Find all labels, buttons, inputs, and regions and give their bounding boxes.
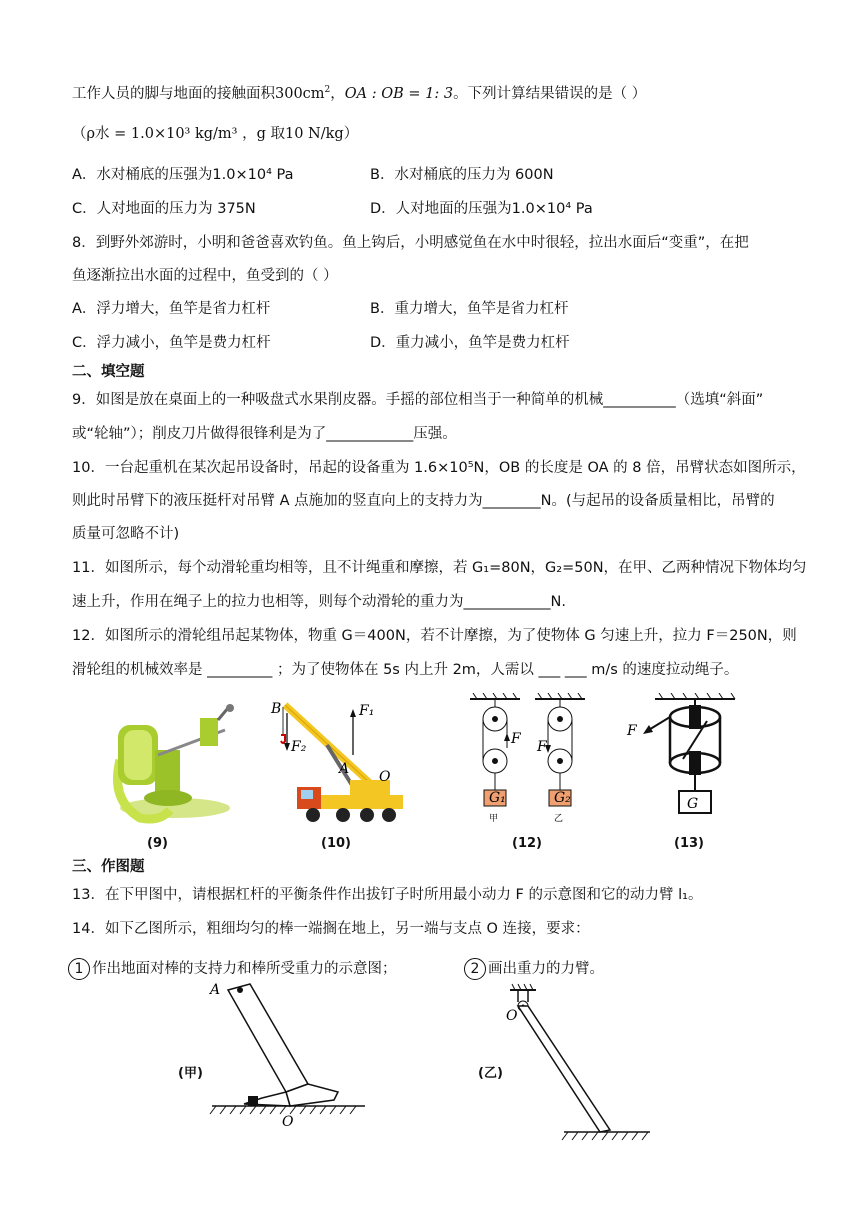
pulley-label-jia: 甲 — [489, 814, 499, 824]
q9-line2: 或“轮轴”）；削皮刀片做得很锋利是为了____________压强。 — [72, 426, 457, 442]
q7-line2: （ρ水 = 1.0×10³ kg/m³ ，g 取10 N/kg） — [72, 126, 359, 142]
crane-label-f2: F₂ — [291, 739, 307, 755]
q14-requirement-1-text: 作出地面对棒的支持力和棒所受重力的示意图； — [92, 961, 397, 977]
pulley-label-f2: F — [537, 739, 547, 755]
crane-label-f1: F₁ — [359, 703, 375, 719]
q14-requirement-2 — [464, 958, 604, 980]
figure-caption-12: (12) — [512, 836, 542, 851]
pulley-label-f1: F — [511, 731, 521, 747]
q8-line2: 鱼逐渐拉出水面的过程中，鱼受到的（ ） — [72, 268, 338, 284]
crane-figure — [255, 695, 415, 830]
q14-line1: 14．如下乙图所示，粗细均匀的棒一端搁在地上，另一端与支点 O 连接，要求： — [72, 921, 590, 937]
q12-line1: 12．如图所示的滑轮组吊起某物体，物重 G＝400N，若不计摩擦，为了使物体 G 匀速上升，拉力 F＝250N，则 — [72, 628, 797, 644]
lever-figure-jia — [170, 980, 370, 1130]
q8-line1: 8．到野外郊游时，小明和爸爸喜欢钓鱼。鱼上钩后，小明感觉鱼在水中时很轻，拉出水面后“变重”，在把 — [72, 235, 749, 251]
rod-label-o: O — [506, 1008, 518, 1024]
q7-question: 。下列计算结果错误的是（ ） — [453, 85, 647, 102]
number-1-icon: 1 — [68, 958, 90, 980]
block-label-f: F — [627, 723, 637, 739]
figure-caption-yi: (乙) — [478, 1066, 503, 1081]
q7-option-b: B．水对桶底的压力为 600N — [370, 167, 554, 183]
pulley-label-g2: G₂ — [554, 790, 571, 806]
pulley-figure — [465, 693, 590, 828]
q7-option-c: C．人对地面的压力为 375N — [72, 201, 256, 217]
section-heading-fill-in: 二、填空题 — [72, 364, 145, 380]
q12-line2: 滑轮组的机械效率是 _________ ；为了使物体在 5s 内上升 2m，人需以 ___ ___ m/s 的速度拉动绳子。 — [72, 662, 739, 678]
section-heading-drawing: 三、作图题 — [72, 859, 145, 875]
pulley-label-yi: 乙 — [554, 814, 564, 824]
rod-figure-yi — [490, 982, 660, 1152]
crane-label-b: B — [271, 701, 282, 717]
q7-text: 工作人员的脚与地面的接触面积 — [72, 85, 275, 102]
q14-requirement-2-text: 画出重力的力臂。 — [488, 961, 604, 977]
q13-text: 13．在下甲图中，请根据杠杆的平衡条件作出拔钉子时所用最小动力 F 的示意图和它的动力臂 l₁。 — [72, 887, 703, 903]
q11-line2: 速上升，作用在绳子上的拉力也相等，则每个动滑轮的重力为____________N. — [72, 594, 566, 610]
q7-option-d: D．人对地面的压强为1.0×10⁴ Pa — [370, 201, 593, 217]
q10-line3: 质量可忽略不计) — [72, 526, 180, 542]
q8-option-d: D．重力减小，鱼竿是费力杠杆 — [370, 335, 570, 351]
q7-ratio: OA : OB = 1: 3 — [344, 85, 454, 102]
figure-caption-10: (10) — [321, 836, 351, 851]
q7-option-a: A．水对桶底的压强为1.0×10⁴ Pa — [72, 167, 294, 183]
q8-option-b: B．重力增大，鱼竿是省力杠杆 — [370, 301, 569, 317]
block-tackle-figure — [625, 693, 745, 828]
q7-area: $300cm^2$ — [275, 85, 331, 102]
q14-requirement-1 — [68, 958, 397, 980]
figure-caption-jia: (甲) — [178, 1066, 203, 1081]
q11-line1: 11．如图所示，每个动滑轮重均相等，且不计绳重和摩擦，若 G₁=80N，G₂=50N，在甲、乙两种情况下物体均匀 — [72, 560, 807, 576]
pulley-label-g1: G₁ — [489, 790, 506, 806]
figure-caption-9: (9) — [147, 836, 168, 851]
crane-label-a: A — [339, 761, 350, 777]
q8-option-c: C．浮力减小，鱼竿是费力杠杆 — [72, 335, 271, 351]
crane-label-o: O — [379, 769, 391, 785]
q10-line1: 10．一台起重机在某次起吊设备时，吊起的设备重为 1.6×10⁵N，OB 的长度是 OA 的 8 倍，吊臂状态如图所示， — [72, 460, 806, 476]
q8-option-a: A．浮力增大，鱼竿是省力杠杆 — [72, 301, 271, 317]
number-2-icon: 2 — [464, 958, 486, 980]
block-label-g: G — [687, 796, 699, 812]
lever-label-a: A — [210, 982, 221, 998]
q10-line2: 则此时吊臂下的液压挺杆对吊臂 A 点施加的竖直向上的支持力为________N。(与起吊的设备质量相比，吊臂的 — [72, 493, 775, 509]
figure-caption-13: (13) — [674, 836, 704, 851]
fruit-peeler-figure — [100, 700, 250, 825]
q7-line1: 工作人员的脚与地面的接触面积$300cm^2$，OA : OB = 1: 3。下列计算结果错误的是（ ） — [72, 85, 647, 102]
q9-line1: 9．如图是放在桌面上的一种吸盘式水果削皮器。手摇的部位相当于一种简单的机械__________（选填“斜面” — [72, 392, 764, 408]
lever-label-o: O — [282, 1114, 294, 1130]
